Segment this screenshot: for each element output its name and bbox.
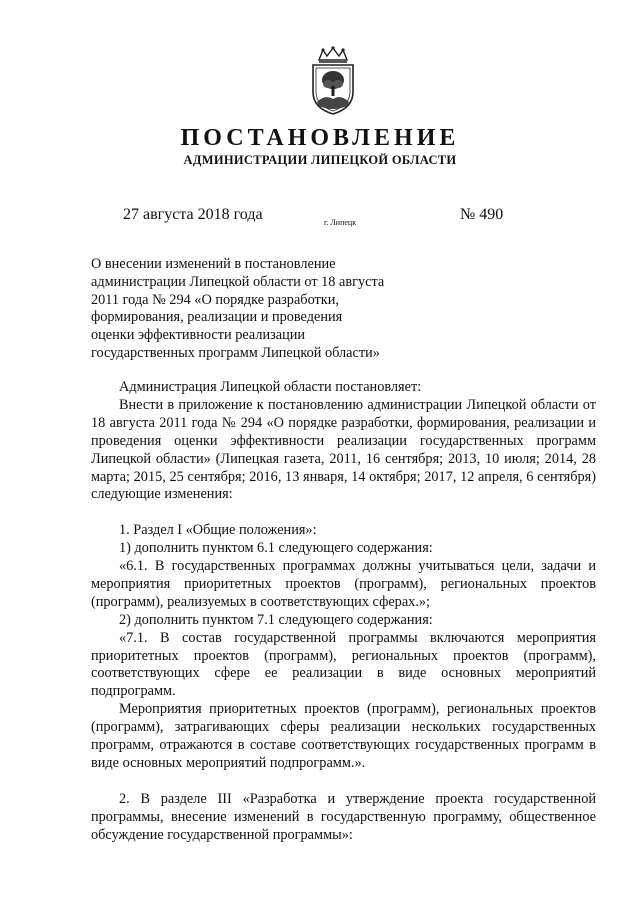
quoted-clause: «7.1. В состав государственной программы включаются мероприятия приоритетных проектов (программ), региональных проектов (программ), соответствующих сфере ее реализации в виде основных мероприятий подпрограмм. xyxy=(91,629,596,700)
document-subject xyxy=(91,256,431,363)
amendment-paragraph: Внести в приложение к постановлению администрации Липецкой области от 18 августа 2011 года № 294 «О порядке разработки, формирования, реализации и проведения оценки эффективности реализации государственных программ Липецкой области» (Липецкая газета, 2011, 16 сентября; 2013, 10 июля; 2014, 28 марта; 2015, 25 сентября; 2016, 13 января, 14 октября; 2017, 12 апреля, 6 сентября) следующие изменения: xyxy=(91,396,596,503)
section-heading: 2. В разделе III «Разработка и утверждение проекта государственной программы, внесение изменений в государственную программу, общественное обсуждение государственной программы»: xyxy=(91,790,596,843)
document-city: г. Липецк xyxy=(324,218,357,227)
subject-line: государственных программ Липецкой области» xyxy=(91,344,380,361)
subject-line: администрации Липецкой области от 18 августа xyxy=(91,273,385,290)
subject-line: О внесении изменений в постановление xyxy=(91,256,336,272)
amendment-item: 2) дополнить пунктом 7.1 следующего содержания: xyxy=(119,611,433,628)
document-title: ПОСТАНОВЛЕНИЕ xyxy=(180,125,460,151)
coat-of-arms-icon xyxy=(307,46,359,116)
document-date: 27 августа 2018 года xyxy=(123,206,263,223)
document-number: № 490 xyxy=(460,206,504,223)
quoted-clause-continued: Мероприятия приоритетных проектов (программ), региональных проектов (программ), затрагивающих сферы реализации нескольких государственных программ, отражаются в составе соответствующих государственных программ в виде основных мероприятий подпрограмм.». xyxy=(91,701,596,772)
resolution-intro: Администрация Липецкой области постановляет: xyxy=(119,379,422,395)
issuing-authority: АДМИНИСТРАЦИИ ЛИПЕЦКОЙ ОБЛАСТИ xyxy=(183,153,457,167)
document-body xyxy=(91,379,596,845)
subject-line: оценки эффективности реализации xyxy=(91,327,306,344)
amendment-item: 1) дополнить пунктом 6.1 следующего содержания: xyxy=(119,540,433,557)
quoted-clause: «6.1. В государственных программах должны учитываться цели, задачи и мероприятия приоритетных проектов (программ), региональных проектов (программ), реализуемых в соответствующих сферах.»; xyxy=(91,558,596,610)
subject-line: 2011 года № 294 «О порядке разработки, xyxy=(91,291,339,308)
section-heading: 1. Раздел I «Общие положения»: xyxy=(119,522,317,539)
subject-line: формирования, реализации и проведения xyxy=(91,309,343,326)
